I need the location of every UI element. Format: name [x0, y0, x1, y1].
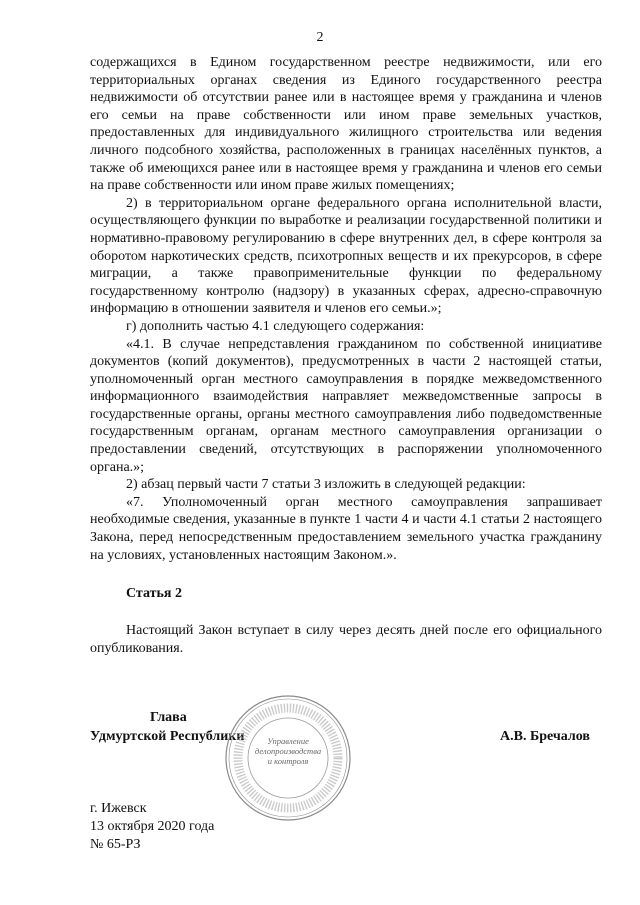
article-body — [90, 622, 602, 658]
seal-line: и контроля — [267, 756, 309, 766]
seal-line: делопроизводства — [254, 746, 322, 756]
signatory-title-line1: Глава — [150, 710, 187, 725]
page-number: 2 — [316, 30, 324, 45]
date: 13 октября 2020 года — [90, 819, 215, 834]
paragraph-part-4-1: «4.1. В случае непредставления гражданином по собственной инициативе документов (копий документов), предусмотренных в части 2 настоящей статьи, уполномоченный орган местного самоуправления в порядке межведомственного информационного взаимодействия направляет межведомственные запросы в государственные органы, органы местного самоуправления либо подведомственные государственным органам, органам местного самоуправления организации о предоставлении сведений, отсутствующих в распоряжении уполномоченного органа.»; — [90, 336, 602, 475]
article-text: Настоящий Закон вступает в силу через десять дней после его официального опубликования. — [90, 623, 602, 656]
seal-line: Управление — [267, 736, 309, 746]
seal-inner-text — [250, 736, 326, 766]
paragraph-item-g: г) дополнить частью 4.1 следующего содержания: — [126, 318, 425, 334]
paragraph-amendment-2: 2) абзац первый части 7 статьи 3 изложить в следующей редакции: — [126, 477, 526, 493]
law-number: № 65-РЗ — [90, 837, 141, 852]
paragraph-part-7: «7. Уполномоченный орган местного самоуправления запрашивает необходимые сведения, указанные в пункте 1 части 4 и части 4.1 статьи 2 настоящего Закона, перед непосредственным предоставлением земельного участка гражданину на условиях, установленных настоящим Законом.». — [90, 494, 602, 563]
article-heading: Статья 2 — [126, 586, 182, 601]
document-body — [90, 54, 602, 564]
signatory-title-line2: Удмуртской Республики — [90, 729, 245, 744]
paragraph-continuation: содержащихся в Едином государственном реестре недвижимости, или его территориальных органах сведения из Единого государственного реестра недвижимости об отсутствии ранее или в настоящее время у гражданина и членов его семьи на праве собственности или ином праве земельных участков, предоставленных для индивидуального жилищного строительства или ведения личного подсобного хозяйства, расположенных в границах населённых пунктов, а также об имеющихся ранее или в настоящее время у гражданина и членов его семьи на праве собственности или ином праве жилых помещениях; — [90, 55, 602, 194]
paragraph-item-2: 2) в территориальном органе федерального органа исполнительной власти, осуществляющего функции по выработке и реализации государственной политики и нормативно-правовому регулированию в сфере внутренних дел, в сфере контроля за оборотом наркотических средств, психотропных веществ и их прекурсоров, в сфере миграции, а также правоприменительные функции по федеральному государственному контролю (надзору) в указанных сферах, адресно-справочную информацию в отношении заявителя и членов его семьи.»; — [90, 195, 602, 317]
signatory-name: А.В. Бречалов — [500, 729, 590, 744]
city: г. Ижевск — [90, 801, 147, 816]
place-date-block — [90, 800, 214, 854]
